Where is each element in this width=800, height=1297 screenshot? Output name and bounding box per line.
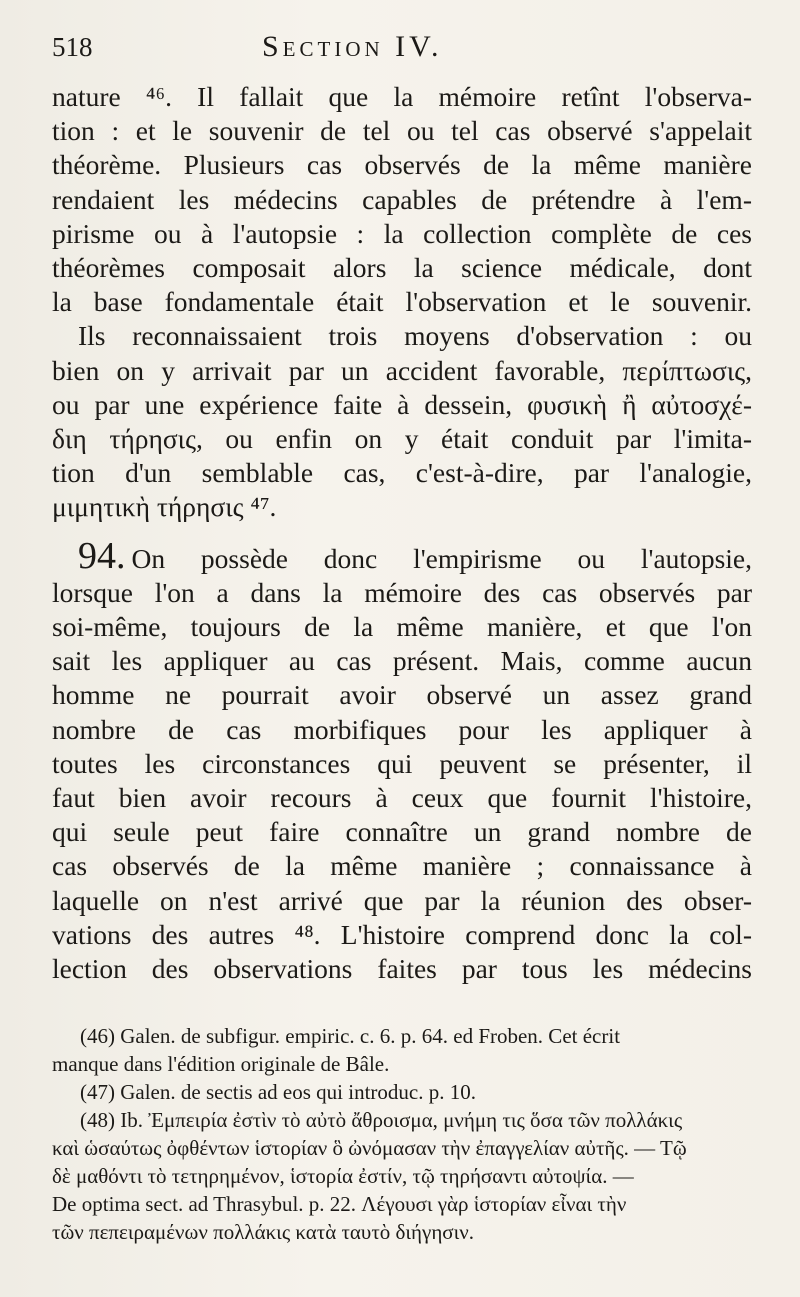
footnote-line: manque dans l'édition originale de Bâle.	[52, 1052, 390, 1077]
footnote-line: δὲ μαθόντι τὸ τετηρημένον, ἱστορία ἐστίν, τῷ τηρήσαντι αὐτοψία. —	[52, 1164, 634, 1189]
footnotes	[52, 1022, 752, 1246]
text-line: soi-même, toujours de la même manière, et que l'on	[52, 611, 752, 643]
text-line: μιμητικὴ τήρησις ⁴⁷.	[52, 491, 277, 523]
paragraph-1	[52, 80, 752, 319]
text-line: bien on y arrivait par un accident favorable, περίπτωσις,	[52, 354, 752, 386]
text-line: lorsque l'on a dans la mémoire des cas observés par	[52, 576, 752, 608]
footnote-line: (48) Ib. Ἐμπειρία ἐστὶν τὸ αὐτὸ ἄθροισμα, μνήμη τις ὅσα τῶν πολλάκις	[80, 1108, 683, 1133]
text-line-first	[52, 534, 752, 577]
text-line: toutes les circonstances qui peuvent se présenter, il	[52, 747, 752, 779]
text-line: cas observés de la même manière ; connaissance à	[52, 850, 752, 882]
footnote-line: De optima sect. ad Thrasybul. p. 22. Λέγουσι γὰρ ἱστορίαν εἶναι τὴν	[52, 1192, 627, 1217]
running-head: Section IV.	[262, 30, 443, 63]
text-line: rendaient les médecins capables de prétendre à l'em-	[52, 183, 752, 215]
footnote-line: (46) Galen. de subfigur. empiric. c. 6. p. 64. ed Froben. Cet écrit	[80, 1024, 621, 1049]
body-text	[52, 80, 752, 986]
text-line: vations des autres ⁴⁸. L'histoire comprend donc la col-	[52, 918, 752, 950]
text-line: tion : et le souvenir de tel ou tel cas observé s'appelait	[52, 115, 752, 147]
paragraph-2	[52, 319, 752, 524]
text-line: On possède donc l'empirisme ou l'autopsie,	[131, 542, 752, 574]
text-line: Ils reconnaissaient trois moyens d'observation : ou	[78, 320, 752, 352]
text-line: théorèmes composait alors la science médicale, dont	[52, 252, 752, 284]
footnote-line: καὶ ὡσαύτως ὀφθέντων ἱστορίαν ὃ ὠνόμασαν τὴν ἐπαγγελίαν αὐτῆς. — Τῷ	[52, 1136, 687, 1161]
text-line: laquelle on n'est arrivé que par la réunion des obser-	[52, 884, 752, 916]
section-number: 94.	[78, 534, 126, 577]
text-line: la base fondamentale était l'observation et le souvenir.	[52, 286, 752, 318]
paragraph-94	[52, 534, 752, 987]
page-number: 518	[52, 32, 93, 62]
text-line: théorème. Plusieurs cas observés de la même manière	[52, 149, 752, 181]
text-line: lection des observations faites par tous les médecins	[52, 953, 752, 985]
text-line: pirisme ou à l'autopsie : la collection complète de ces	[52, 217, 752, 249]
footnote-line: τῶν πεπειραμένων πολλάκις κατὰ ταυτὸ διήγησιν.	[52, 1220, 475, 1245]
text-line: διη τήρησις, ou enfin on y était conduit par l'imita-	[52, 423, 752, 455]
text-line: faut bien avoir recours à ceux que fournit l'histoire,	[52, 782, 752, 814]
text-line: ou par une expérience faite à dessein, φυσικὴ ἢ αὐτοσχέ-	[52, 388, 752, 420]
text-line: qui seule peut faire connaître un grand nombre de	[52, 816, 752, 848]
footnote-line: (47) Galen. de sectis ad eos qui introduc. p. 10.	[80, 1080, 476, 1105]
text-line: homme ne pourrait avoir observé un assez grand	[52, 679, 752, 711]
text-line: nature ⁴⁶. Il fallait que la mémoire retînt l'observa-	[52, 81, 752, 112]
text-line: nombre de cas morbifiques pour les appliquer à	[52, 713, 752, 745]
page-header	[52, 30, 752, 80]
text-line: tion d'un semblable cas, c'est-à-dire, par l'analogie,	[52, 457, 752, 489]
text-line: sait les appliquer au cas présent. Mais, comme aucun	[52, 645, 752, 677]
